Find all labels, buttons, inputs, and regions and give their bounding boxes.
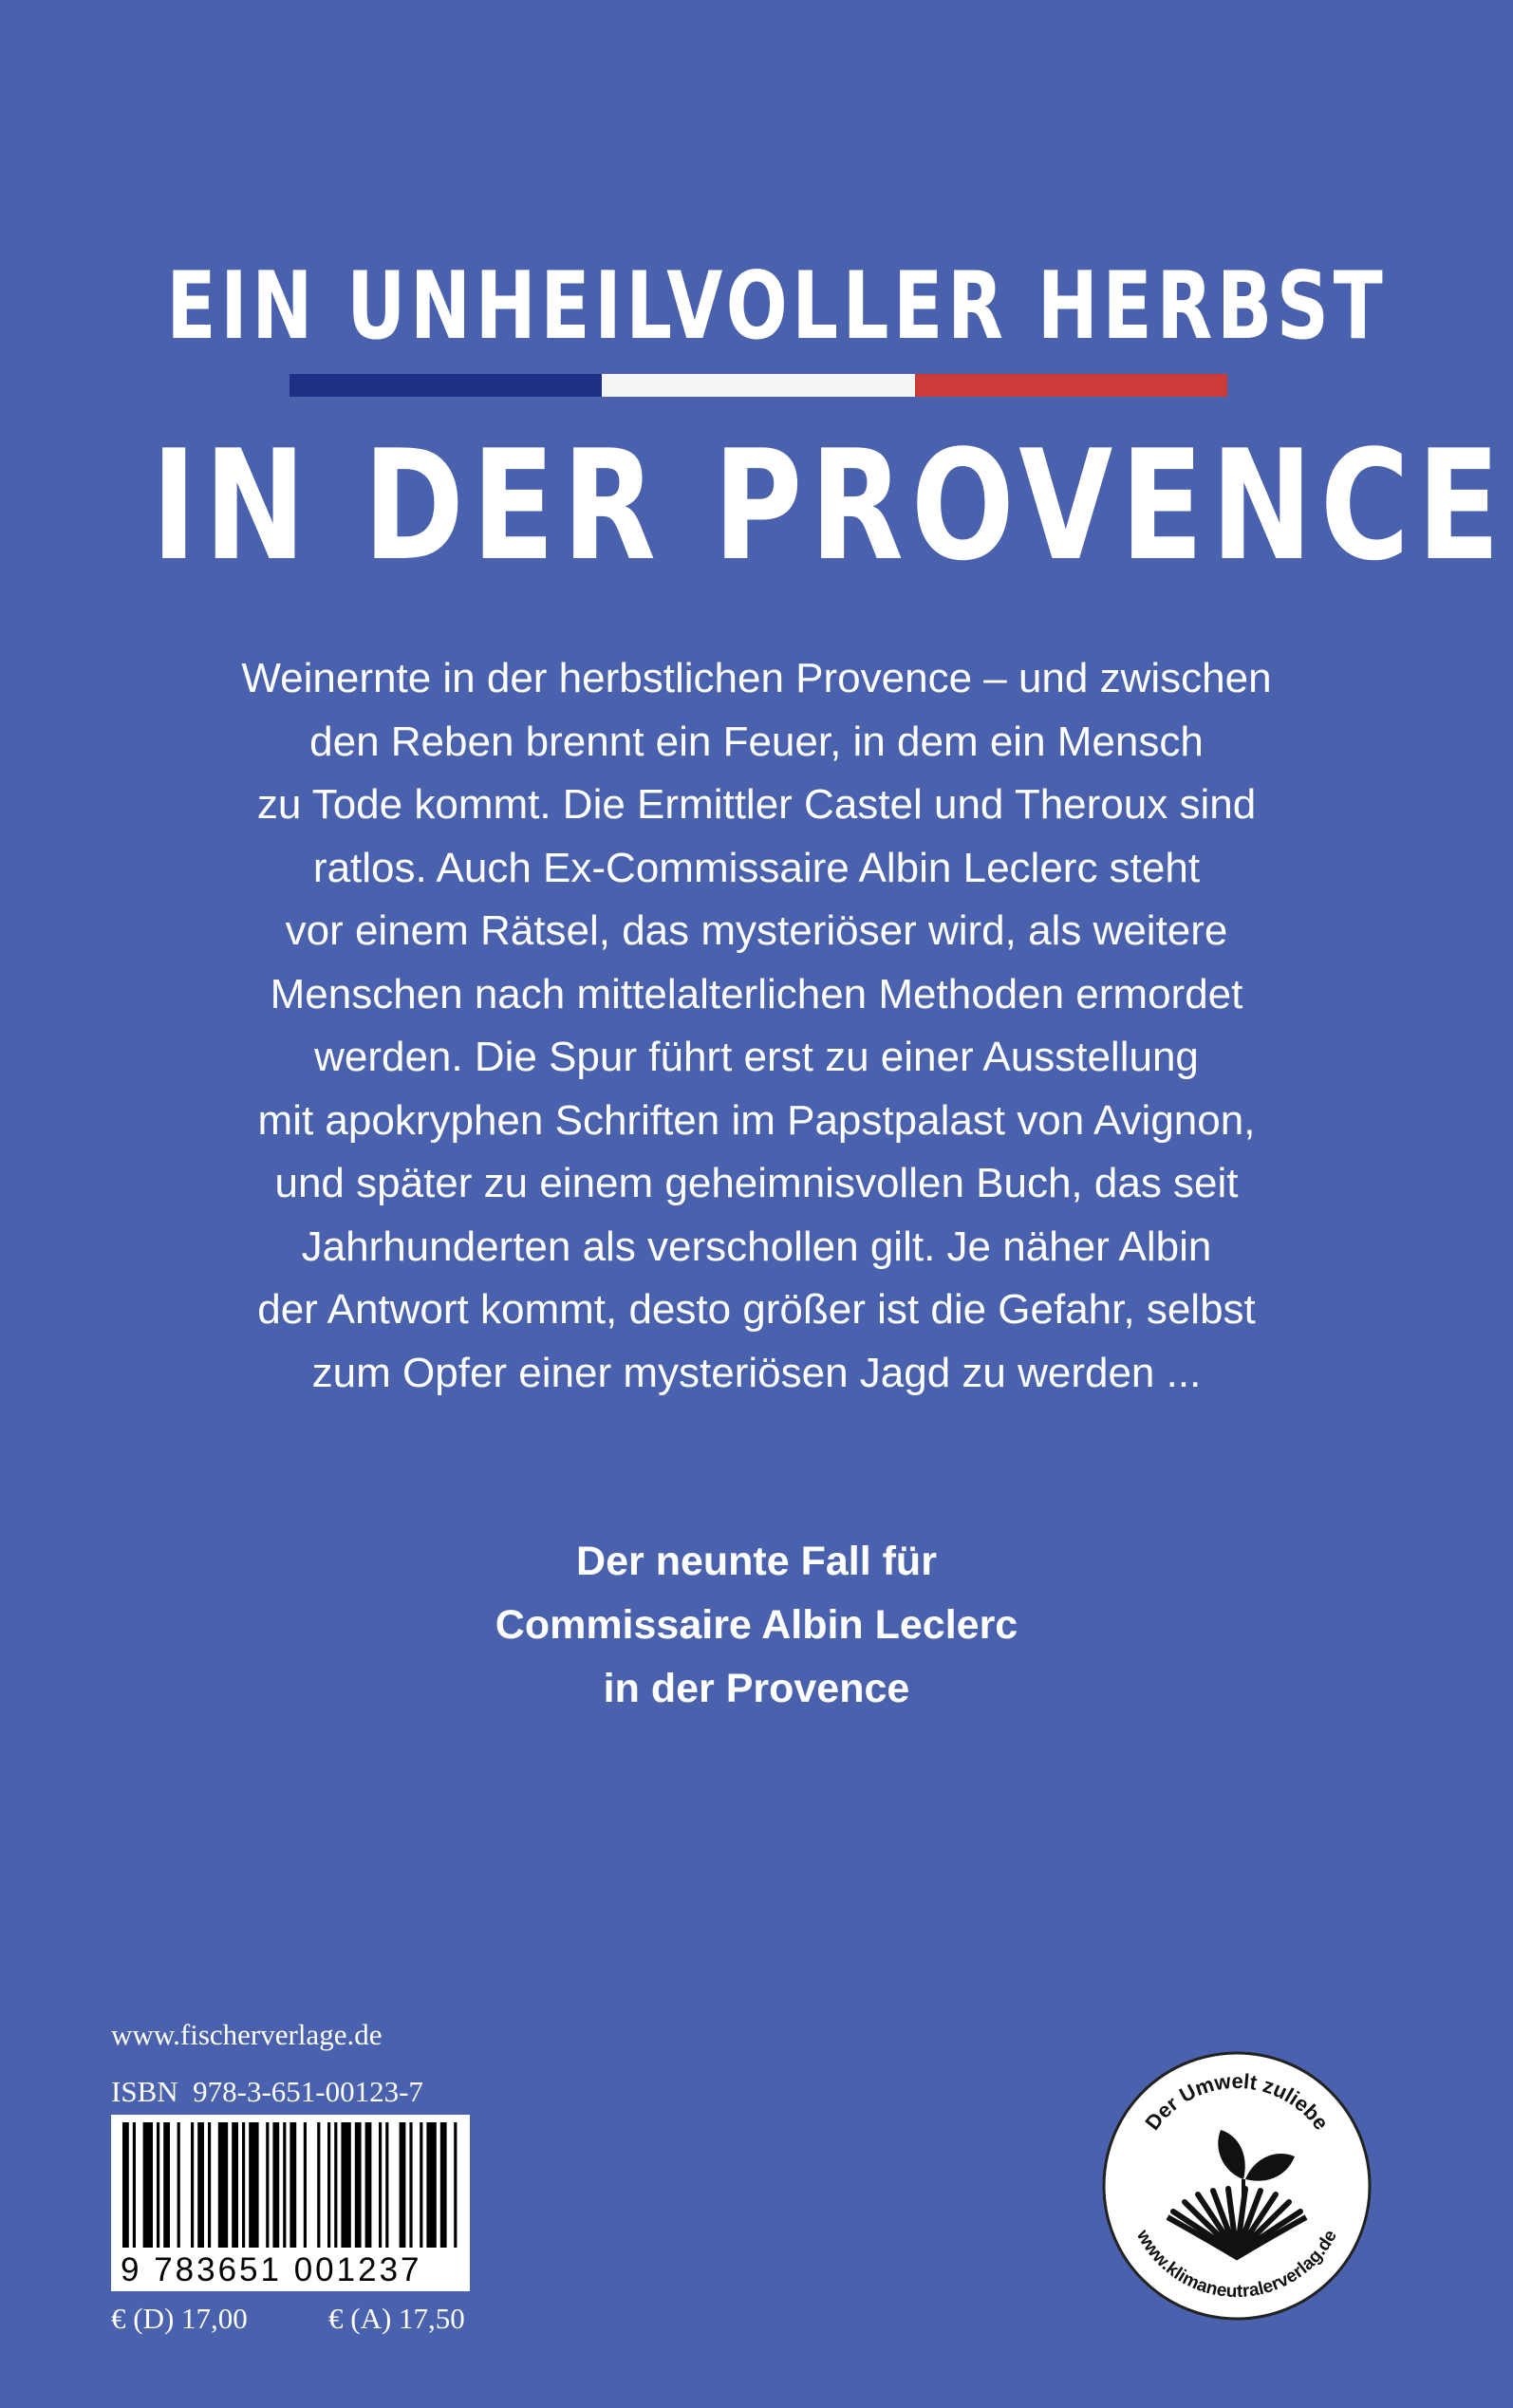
barcode-bar bbox=[272, 2122, 279, 2248]
price-austria: € (A) 17,50 bbox=[328, 2302, 465, 2335]
barcode-bar bbox=[304, 2122, 307, 2248]
barcode-bar bbox=[400, 2122, 406, 2248]
barcode-bar bbox=[191, 2122, 194, 2248]
barcode-bar bbox=[317, 2122, 320, 2248]
barcode-bar bbox=[379, 2122, 382, 2248]
barcode-digits: 9 783651 001237 bbox=[121, 2251, 422, 2288]
headline-line-2: IN DER PROVENCE bbox=[151, 417, 1508, 594]
barcode-bar bbox=[157, 2122, 159, 2248]
blurb-line: zum Opfer einer mysteriösen Jagd zu werden ... bbox=[311, 1349, 1202, 1396]
barcode-bar bbox=[208, 2122, 211, 2248]
barcode-bar bbox=[334, 2122, 337, 2248]
headline-line-1: EIN UNHEILVOLLER HERBST bbox=[166, 252, 1388, 361]
barcode bbox=[111, 2115, 470, 2291]
blurb-line: Menschen nach mittelalterlichen Methoden ermordet bbox=[270, 970, 1243, 1017]
barcode-bar bbox=[327, 2122, 330, 2248]
barcode-bar bbox=[283, 2122, 286, 2248]
blurb-line: der Antwort kommt, desto größer ist die Gefahr, selbst bbox=[257, 1286, 1256, 1333]
tagline bbox=[142, 1530, 1371, 1721]
flag-blue-segment bbox=[290, 374, 602, 397]
barcode-bar bbox=[177, 2122, 180, 2248]
barcode-bar bbox=[341, 2122, 350, 2248]
tagline-line: Commissaire Albin Leclerc bbox=[495, 1602, 1018, 1648]
publisher-url: www.fischerverlage.de bbox=[111, 2018, 383, 2051]
price-germany: € (D) 17,00 bbox=[111, 2302, 248, 2335]
barcode-bar bbox=[440, 2122, 447, 2248]
barcode-bar bbox=[420, 2122, 422, 2248]
blurb-line: zu Tode kommt. Die Ermittler Castel und Theroux sind bbox=[256, 781, 1257, 828]
blurb-line: werden. Die Spur führt erst zu einer Ausstellung bbox=[314, 1034, 1199, 1080]
blurb-line: vor einem Rätsel, das mysteriöser wird, als weitere bbox=[285, 907, 1228, 954]
blurb-line: den Reben brennt ein Feuer, in dem ein Mensch bbox=[309, 718, 1204, 765]
blurb-text bbox=[142, 647, 1371, 1405]
barcode-bar bbox=[232, 2122, 238, 2248]
barcode-bar bbox=[242, 2122, 245, 2248]
flag-red-segment bbox=[915, 374, 1227, 397]
flag-white-segment bbox=[602, 374, 914, 397]
barcode-bar bbox=[409, 2122, 412, 2248]
blurb-line: Weinernte in der herbstlichen Provence – und zwischen bbox=[241, 655, 1272, 701]
barcode-bar bbox=[133, 2122, 136, 2248]
isbn-text: ISBN 978-3-651-00123-7 bbox=[111, 2075, 423, 2108]
seal-bottom-text: www.klimaneutralerverlag.de bbox=[1132, 2227, 1341, 2303]
tagline-line: in der Provence bbox=[603, 1666, 910, 1711]
barcode-bar bbox=[122, 2122, 129, 2248]
barcode-bar bbox=[218, 2122, 228, 2248]
climate-neutral-seal bbox=[1101, 2050, 1373, 2322]
blurb-line: ratlos. Auch Ex-Commissaire Albin Leclerc steht bbox=[312, 844, 1201, 891]
barcode-bar bbox=[290, 2122, 296, 2248]
barcode-bar bbox=[365, 2122, 372, 2248]
seal-graphic bbox=[1101, 2050, 1373, 2322]
barcode-bar bbox=[163, 2122, 170, 2248]
blurb-line: Jahrhunderten als verschollen gilt. Je näher Albin bbox=[301, 1223, 1212, 1270]
barcode-bar bbox=[249, 2122, 258, 2248]
tagline-line: Der neunte Fall für bbox=[576, 1539, 937, 1584]
barcode-bar bbox=[454, 2122, 457, 2248]
blurb-line: mit apokryphen Schriften im Papstpalast von Avignon, bbox=[257, 1096, 1256, 1144]
seal-top-text: Der Umwelt zuliebe bbox=[1140, 2068, 1334, 2135]
barcode-bar bbox=[197, 2122, 204, 2248]
blurb-line: und später zu einem geheimnisvollen Buch, das seit bbox=[274, 1160, 1239, 1206]
barcode-bar bbox=[426, 2122, 436, 2248]
barcode-bar bbox=[143, 2122, 153, 2248]
barcode-bar bbox=[385, 2122, 388, 2248]
barcode-bar bbox=[266, 2122, 269, 2248]
french-flag-bar bbox=[290, 374, 1227, 397]
barcode-bar bbox=[355, 2122, 362, 2248]
